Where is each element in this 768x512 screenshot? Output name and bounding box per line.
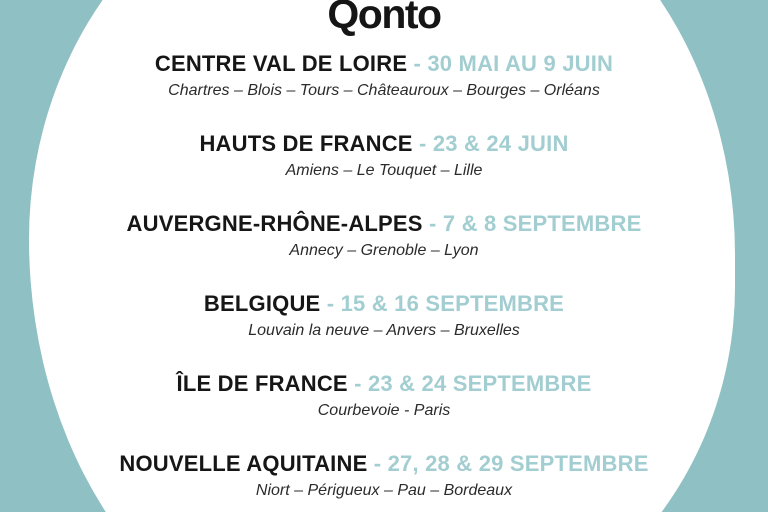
qonto-logo: Qonto	[327, 0, 441, 37]
event-cities: Niort – Périgueux – Pau – Bordeaux	[255, 482, 513, 499]
event-cities: Louvain la neuve – Anvers – Bruxelles	[248, 322, 520, 339]
event-dates: - 23 & 24 JUIN	[419, 131, 569, 156]
region-name: BELGIQUE	[203, 291, 321, 316]
event-dates: - 15 & 16 SEPTEMBRE	[326, 291, 565, 316]
event-section-ile-de-france	[0, 370, 768, 422]
event-cities: Amiens – Le Touquet – Lille	[285, 162, 483, 179]
event-section-auvergne-rhone-alpes	[0, 210, 768, 262]
event-dates: - 30 MAI AU 9 JUIN	[413, 51, 614, 76]
event-dates: - 23 & 24 SEPTEMBRE	[354, 371, 592, 396]
event-cities: Courbevoie - Paris	[317, 402, 451, 419]
event-cities: Chartres – Blois – Tours – Châteauroux – Bourges – Orléans	[168, 82, 600, 99]
event-cities: Annecy – Grenoble – Lyon	[289, 242, 479, 259]
region-name: HAUTS DE FRANCE	[199, 131, 413, 156]
event-title	[0, 210, 768, 238]
event-title	[0, 370, 768, 398]
event-section-belgique	[0, 290, 768, 342]
region-name: ÎLE DE FRANCE	[176, 371, 348, 396]
event-section-centre-val-de-loire	[0, 50, 768, 102]
event-title	[0, 50, 768, 78]
event-dates: - 27, 28 & 29 SEPTEMBRE	[373, 451, 649, 476]
event-dates: - 7 & 8 SEPTEMBRE	[429, 211, 642, 236]
event-section-hauts-de-france	[0, 130, 768, 182]
event-title	[0, 290, 768, 318]
region-name: AUVERGNE-RHÔNE-ALPES	[126, 211, 423, 236]
event-section-nouvelle-aquitaine	[0, 450, 768, 502]
event-title	[0, 450, 768, 478]
event-title	[0, 130, 768, 158]
region-name: NOUVELLE AQUITAINE	[119, 451, 368, 476]
region-name: CENTRE VAL DE LOIRE	[154, 51, 408, 76]
